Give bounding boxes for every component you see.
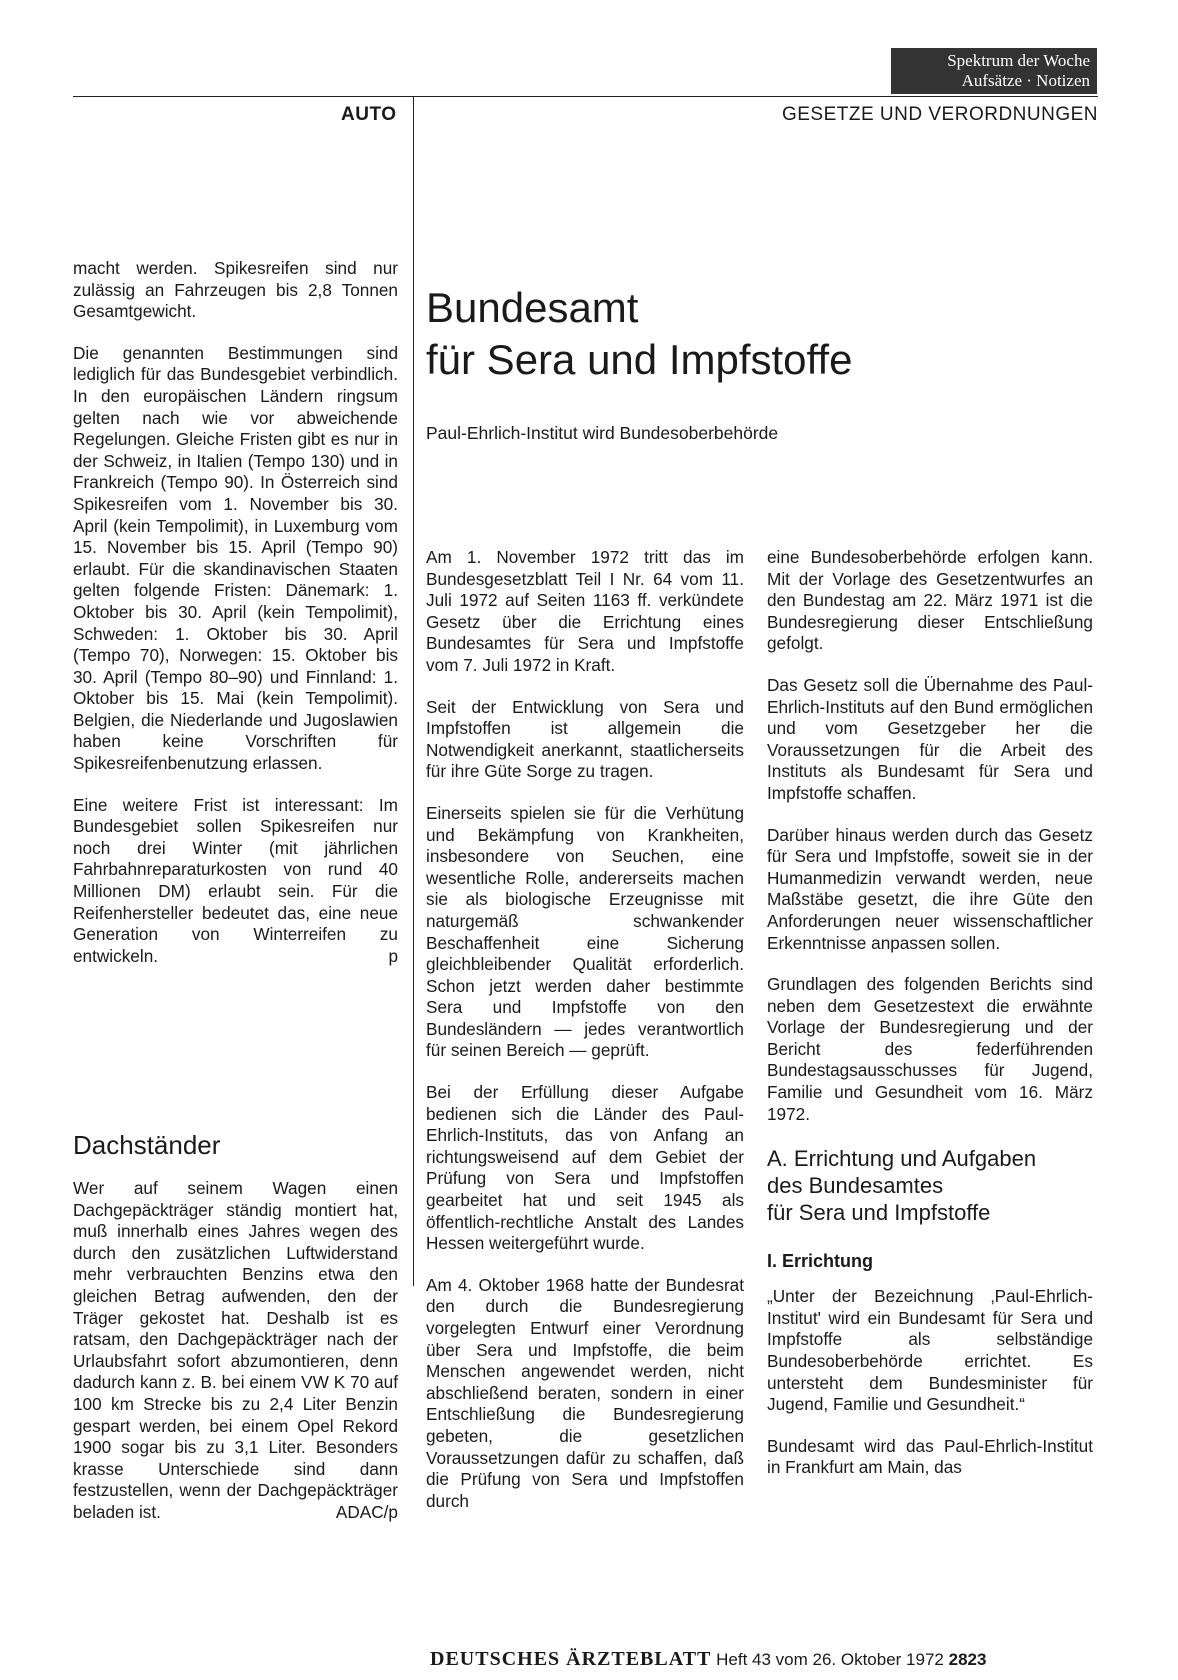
left-paragraph-3 (73, 795, 398, 968)
dachstaender-text: Wer auf seinem Wagen einen Dachgepäckträger ständig montiert hat, muß innerhalb eines Jahres wegen des durch den zusätzlichen Luftwiderstand mehr verbrauchten Benzins etwa den gleichen Betrag aufwenden, den der Träger gekostet hat. Deshalb ist es ratsam, den Dachgepäckträger nach der Urlaubsfahrt sofort abzumontieren, denn dadurch kann z. B. bei einem VW K 70 auf 100 km Strecke bis zu 2,4 Liter Benzin gespart werden, bei einem Opel Rekord 1900 sogar bis zu 3,1 Liter. Besonders krasse Unterschiede sind dann festzustellen, wenn der Dachgepäckträger beladen ist. (73, 1178, 398, 1522)
middle-paragraph-2: Seit der Entwicklung von Sera und Impfstoffen ist allgemein die Notwendigkeit anerkannt, staatlicherseits für ihre Güte Sorge zu tragen. (426, 696, 744, 782)
article-subtitle: Paul-Ehrlich-Institut wird Bundesoberbehörde (426, 423, 779, 443)
top-rule-right (413, 96, 1098, 97)
right-last-paragraph: Bundesamt wird das Paul-Ehrlich-Institut in Frankfurt am Main, das (767, 1435, 1093, 1478)
column-divider (413, 96, 414, 1286)
right-paragraph-1: eine Bundesoberbehörde erfolgen kann. Mit der Vorlage des Gesetzentwurfes an den Bundestag am 22. März 1971 ist die Bundesregierung dieser Entschließung gefolgt. (767, 547, 1093, 654)
middle-paragraph-4: Bei der Erfüllung dieser Aufgabe bedienen sich die Länder des Paul-Ehrlich-Instituts, das von Anfang an richtungsweisend auf dem Gebiet der Prüfung von Sera und Impfstoffen gearbeitet hat und seit 1945 als öffentlich-rechtliche Anstalt des Landes Hessen weitergeführt wurde. (426, 1082, 744, 1254)
signature-p: p (388, 945, 398, 966)
right-paragraph-3: Darüber hinaus werden durch das Gesetz für Sera und Impfstoffe, soweit sie in der Humanmedizin verwandt werden, neue Maßstäbe gesetzt, die ihre Güte den Anforderungen neuer wissenschaftlicher Erkenntnisse anpassen sollen. (767, 824, 1093, 953)
signature-adac: ADAC/p (335, 1501, 398, 1522)
section-i-heading: I. Errichtung (767, 1251, 874, 1272)
law-quote: „Unter der Bezeichnung ‚Paul-Ehrlich-Institut' wird ein Bundesamt für Sera und Impfstoffe als selbständige Bundesoberbehörde errichtet. Es untersteht dem Bundesminister für Jugend, Familie und Gesundheit.“ (767, 1286, 1093, 1415)
right-paragraph-4: Grundlagen des folgenden Berichts sind neben dem Gesetzestext die erwähnte Vorlage der Bundesregierung und der Bericht des federführenden Bundestagsausschusses für Jugend, Familie und Gesundheit vom 16. März 1972. (767, 974, 1093, 1124)
article-title-line-2: für Sera und Impfstoffe (426, 336, 853, 384)
section-badge (891, 48, 1097, 94)
dachstaender-paragraph (73, 1178, 398, 1524)
right-column (767, 547, 1093, 1499)
left-paragraph-1: macht werden. Spikesreifen sind nur zulässig an Fahrzeugen bis 2,8 Tonnen Gesamtgewicht. (73, 258, 398, 322)
middle-paragraph-5: Am 4. Oktober 1968 hatte der Bundesrat den durch die Bundesregierung vorgelegten Entwurf einer Verordnung über Sera und Impfstoffe, die beim Menschen angewendet werden, nicht abschließend beraten, sondern in einer Entschließung die Bundesregierung gebeten, die gesetzlichen Voraussetzungen dafür zu schaffen, daß die Prüfung von Sera und Impfstoffen durch (426, 1274, 744, 1511)
section-a-line-1: A. Errichtung und Aufgaben (767, 1146, 1037, 1172)
section-label-auto: AUTO (341, 104, 397, 125)
badge-line-1: Spektrum der Woche (947, 51, 1090, 70)
article-title (426, 282, 1086, 386)
section-label-gesetze: GESETZE UND VERORDNUNGEN (781, 104, 1098, 125)
page-footer (430, 1648, 1098, 1671)
middle-paragraph-1: Am 1. November 1972 tritt das im Bundesgesetzblatt Teil I Nr. 64 vom 11. Juli 1972 auf Seiten 1163 ff. verkündete Gesetz über die Errichtung eines Bundesamtes für Sera und Impfstoffe vom 7. Juli 1972 in Kraft. (426, 547, 744, 675)
left-paragraph-2: Die genannten Bestimmungen sind lediglich für das Bundesgebiet verbindlich. In den europäischen Ländern ringsum gelten nach wie vor abweichende Regelungen. Gleiche Fristen gibt es nur in der Schweiz, in Italien (Tempo 130) und in Frankreich (Tempo 90). In Österreich sind Spikesreifen vom 1. November bis 30. April (kein Tempolimit), in Luxemburg vom 15. November bis 15. April (Tempo 90) erlaubt. Für die skandinavischen Staaten gelten folgende Fristen: Dänemark: 1. Oktober bis 30. April (kein Tempolimit), Schweden: 1. Oktober bis 30. April (Tempo 70), Norwegen: 15. Oktober bis 30. April (Tempo 80–90) und Finnland: 1. Oktober bis 15. Mai (kein Tempolimit). Belgien, die Niederlande und Jugoslawien haben keine Vorschriften für Spikesreifenbenutzung erlassen. (73, 342, 398, 774)
left-paragraph-3-text: Eine weitere Frist ist interessant: Im Bundesgebiet sollen Spikesreifen nur noch drei Winter (mit jährlichen Fahrbahnreparaturkosten von rund 40 Millionen DM) erlaubt sein. Für die Reifenhersteller bedeutet das, eine neue Generation von Winterreifen zu entwickeln. (73, 794, 398, 966)
middle-column (426, 547, 744, 1532)
footer-page-number: 2823 (948, 1650, 987, 1669)
dachstaender-article (73, 1130, 398, 1544)
footer-issue: Heft 43 vom 26. Oktober 1972 (716, 1650, 944, 1669)
top-rule-left (73, 96, 413, 97)
article-title-line-1: Bundesamt (426, 284, 639, 332)
badge-line-2: Aufsätze · Notizen (961, 71, 1090, 90)
dachstaender-heading: Dachständer (73, 1130, 221, 1160)
section-a-line-3: für Sera und Impfstoffe (767, 1200, 991, 1226)
section-a-heading (767, 1145, 1093, 1226)
left-column (73, 258, 398, 987)
section-a-line-2: des Bundesamtes (767, 1173, 944, 1199)
middle-paragraph-3: Einerseits spielen sie für die Verhütung und Bekämpfung von Krankheiten, insbesondere von Seuchen, eine wesentliche Rolle, andererseits machen sie als biologische Erzeugnisse mit naturgemäß schwankender Beschaffenheit eine Sicherung gleichbleibender Qualität erforderlich. Schon jetzt werden daher bestimmte Sera und Impfstoffe von den Bundesländern — jedes verantwortlich für seinen Bereich — geprüft. (426, 802, 744, 1061)
right-paragraph-2: Das Gesetz soll die Übernahme des Paul-Ehrlich-Instituts auf den Bund ermöglichen und vom Gesetzgeber her die Voraussetzungen für die Arbeit des Instituts als Bundesamt für Sera und Impfstoffe schaffen. (767, 674, 1093, 803)
footer-brand: DEUTSCHES ÄRZTEBLATT (430, 1648, 712, 1670)
